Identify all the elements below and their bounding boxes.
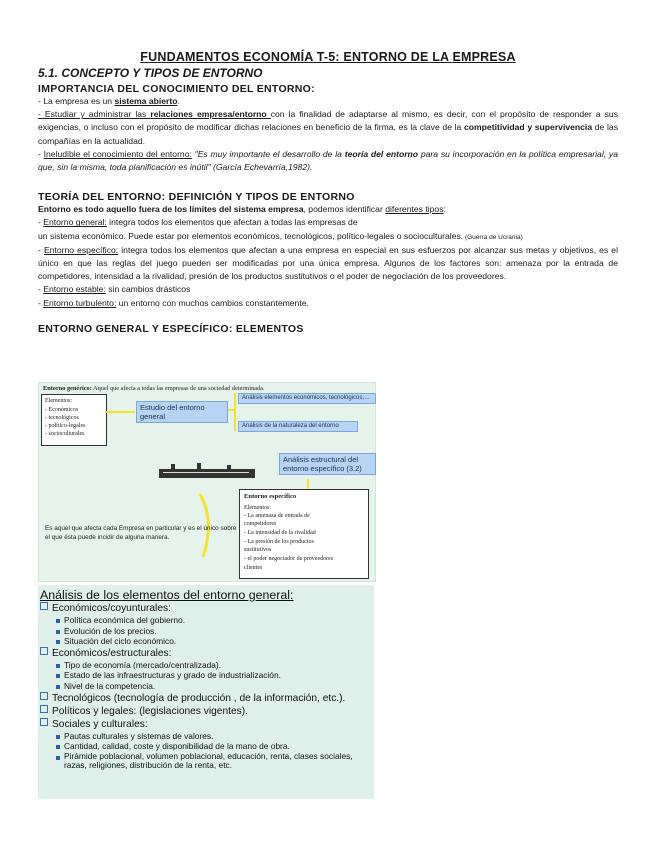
section-heading-teoria: TEORÍA DEL ENTORNO: DEFINICIÓN Y TIPOS DE ENTORNO [38, 191, 355, 204]
element-item: - político-legales [45, 423, 86, 429]
specific-item: sustitutivos [244, 547, 272, 553]
list-item: Nivel de la competencia. [38, 681, 374, 692]
page-title: FUNDAMENTOS ECONOMÍA T-5: ENTORNO DE LA EMPRESA [140, 50, 516, 64]
paragraph-relaciones: - Estudiar y administrar las relaciones empresa/entorno con la finalidad de adaptarse al mismo, es decir, con el propósito de responder a sus exigencias, o incluso con el propósito de modificar dichas relaciones en beneficio de la firma, es la clave de la competitividad y supervivencia de las compañías en la actualidad. [38, 109, 618, 146]
specific-item: Elementos: [244, 505, 271, 511]
element-item: - socioculturales [45, 431, 85, 437]
list-item: Estado de las infraestructuras y grado de industrialización. [38, 670, 374, 681]
section-heading: 5.1. CONCEPTO Y TIPOS DE ENTORNO [38, 66, 263, 80]
specific-item: - La amenaza de entrada de [244, 513, 310, 519]
paragraph-entorno-especifico: - Entorno específico: integra todos los elementos que afectan a una empresa en especial en sus esfuerzos por alcanzar sus metas y objetivos, es el único en que las reglas del juego pueden ser modificadas por una única empresa. Algunos de los factores son: amenaza por la entrada de competidores, intensidad a la rivalidad, presión de los productos sustitutivos o el poder de negociación de los proveedores. [38, 244, 618, 282]
study-general-box: Estudio del entorno general [136, 401, 228, 423]
list-item: Política económica del gobierno. [38, 615, 374, 626]
entorno-diagram [38, 382, 376, 582]
paragraph-entorno-general: - Entorno general: integra todos los elementos que afectan a todas las empresas de un sistema económico. Puede estar por elementos económicos, tecnológicos, político-legales o socioculturales. (Guerra de Ucrania) [38, 217, 523, 241]
specific-item: clientes [244, 565, 263, 571]
specific-item: - el poder negociador de proveedores [244, 556, 334, 562]
structural-analysis-box: Análisis estructural del entorno específico (3.2) [279, 453, 376, 475]
paragraph-ineludible: - Ineludible el conocimiento del entorno: "Es muy importante el desarrollo de la teoría del entorno para su incorporación en la política empresarial, ya que, sin la misma, toda planificación es inútil" (García Echevarría,1982). [38, 148, 618, 173]
category-sociales: Sociales y culturales: [38, 718, 374, 731]
list-item: Situación del ciclo económico. [38, 636, 374, 647]
list-item: Pirámide poblacional, volumen poblacional, educación, renta, clases sociales, razas, religiones, distribución de la renta, etc. [38, 752, 374, 771]
connector-arrow [105, 411, 135, 413]
category-economicos-estructurales: Económicos/estructurales: [38, 647, 374, 660]
elements-title: Elementos: [45, 398, 72, 404]
checkbox-square-icon [40, 692, 48, 700]
specific-item: - La intensidad de la rivalidad [244, 530, 316, 536]
paragraph-sistema-abierto: - La empresa es un sistema abierto. [38, 96, 180, 106]
element-item: - tecnológicos [45, 415, 79, 421]
list-item: Cantidad, calidad, coste y disponibilidad de la mano de obra. [38, 741, 374, 752]
checkbox-square-icon [40, 718, 48, 726]
analysis-econ-box: Análisis elementos económicos, tecnológicos,… [238, 393, 376, 404]
analysis-panel [38, 585, 374, 799]
checkbox-square-icon [40, 647, 48, 655]
category-politicos: Políticos y legales: (legislaciones vigentes). [38, 705, 374, 718]
connector-line [234, 393, 236, 431]
panel-heading: Análisis de los elementos del entorno general: [40, 588, 294, 602]
document-page [38, 50, 618, 335]
specific-item: competidores [244, 521, 277, 527]
connector-line [307, 479, 309, 489]
specific-box [239, 489, 369, 579]
list-item: Tipo de economía (mercado/centralizada). [38, 660, 374, 671]
category-economicos-coyunturales: Económicos/coyunturales: [38, 602, 374, 615]
factory-icon [157, 463, 257, 479]
checkbox-square-icon [40, 705, 48, 713]
elements-box [41, 394, 107, 446]
category-tecnologicos: Tecnológicos (tecnología de producción , de la información, etc.). [38, 692, 374, 705]
element-item: - Económicos [45, 407, 79, 413]
diagram-generic-label: Entorno genérico: Aquel que afecta a todas las empresas de una sociedad determinada. [43, 385, 265, 392]
paragraph-entorno-turbulento: - Entorno turbulento: un entorno con muchos cambios constantemente. [38, 297, 309, 308]
paragraph-definicion: Entorno es todo aquello fuera de los límites del sistema empresa, podemos identificar diferentes tipos: [38, 204, 446, 215]
specific-item: - La presión de los productos [244, 539, 314, 545]
specific-description: Es aquel que afecta cada Empresa en particular y es el único sobre el que ésta puede incidir de alguna manera. [45, 525, 237, 541]
list-item: Pautas culturales y sistemas de valores. [38, 731, 374, 742]
subheading-importance: IMPORTANCIA DEL CONOCIMIENTO DEL ENTORNO: [38, 83, 315, 95]
specific-title: Entorno específico [244, 493, 297, 500]
analysis-nature-box: Análisis de la naturaleza del entorno [238, 421, 358, 432]
paragraph-entorno-estable: - Entorno estable: sin cambios drásticos [38, 284, 191, 295]
section-heading-elementos: ENTORNO GENERAL Y ESPECÍFICO: ELEMENTOS [38, 322, 304, 335]
checkbox-square-icon [40, 602, 48, 610]
list-item: Evolución de los precios. [38, 626, 374, 637]
